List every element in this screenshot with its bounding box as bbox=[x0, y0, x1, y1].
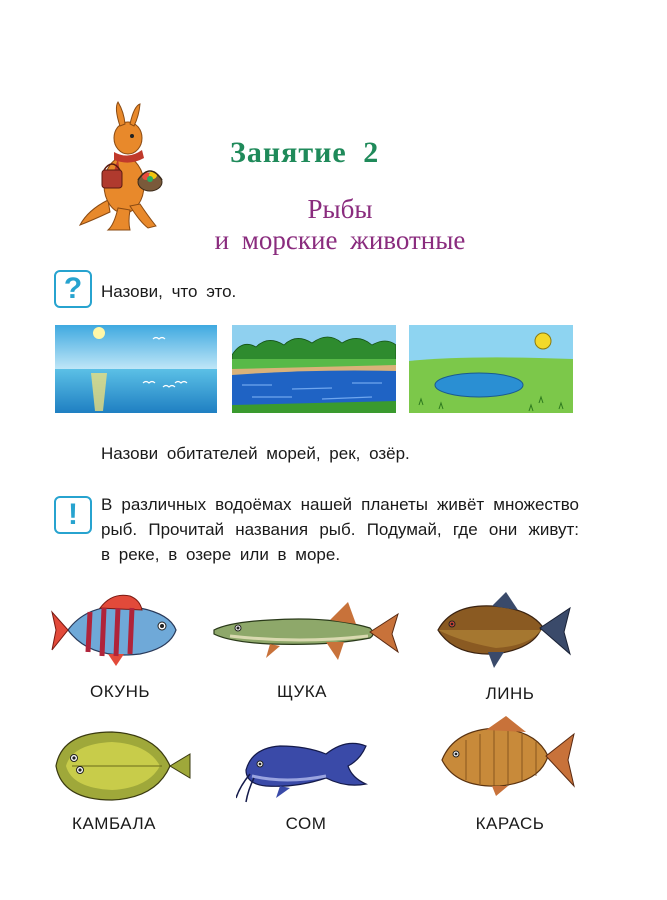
lesson-subtitle bbox=[150, 194, 530, 256]
fish-label-carp: КАРАСЬ bbox=[475, 814, 545, 833]
task-2-text: Назови обитателей морей, рек, озёр. bbox=[101, 444, 410, 463]
fish-label-catfish: СОМ bbox=[285, 814, 327, 833]
task-3-text: В различных водоёмах нашей планеты живёт множество рыб. Прочитай названия рыб. Подумай, где они живут: в реке, в озере или в море. bbox=[101, 495, 579, 564]
task-1-text: Назови, что это. bbox=[101, 282, 237, 301]
subtitle-line-2: и морские животные bbox=[214, 225, 466, 255]
exclamation-icon bbox=[54, 496, 92, 534]
pike-icon bbox=[210, 594, 400, 674]
question-mark: ? bbox=[63, 272, 83, 305]
fish-label-flounder: КАМБАЛА bbox=[72, 814, 156, 833]
perch-icon bbox=[50, 590, 190, 670]
exclamation-mark: ! bbox=[68, 498, 78, 531]
fish-label-perch: ОКУНЬ bbox=[89, 682, 151, 701]
subtitle-line-1: Рыбы bbox=[307, 194, 373, 224]
lake-scene-image bbox=[409, 325, 573, 413]
fish-label-tench: ЛИНЬ bbox=[485, 684, 535, 703]
fish-label-pike: ЩУКА bbox=[277, 682, 327, 701]
sea-scene-image bbox=[55, 325, 217, 413]
tench-icon bbox=[432, 590, 572, 670]
question-icon bbox=[54, 270, 92, 308]
lesson-title: Занятие 2 bbox=[230, 136, 380, 169]
river-scene-image bbox=[232, 325, 396, 413]
flounder-icon bbox=[52, 726, 192, 806]
carp-icon bbox=[436, 716, 576, 796]
catfish-icon bbox=[236, 726, 376, 806]
